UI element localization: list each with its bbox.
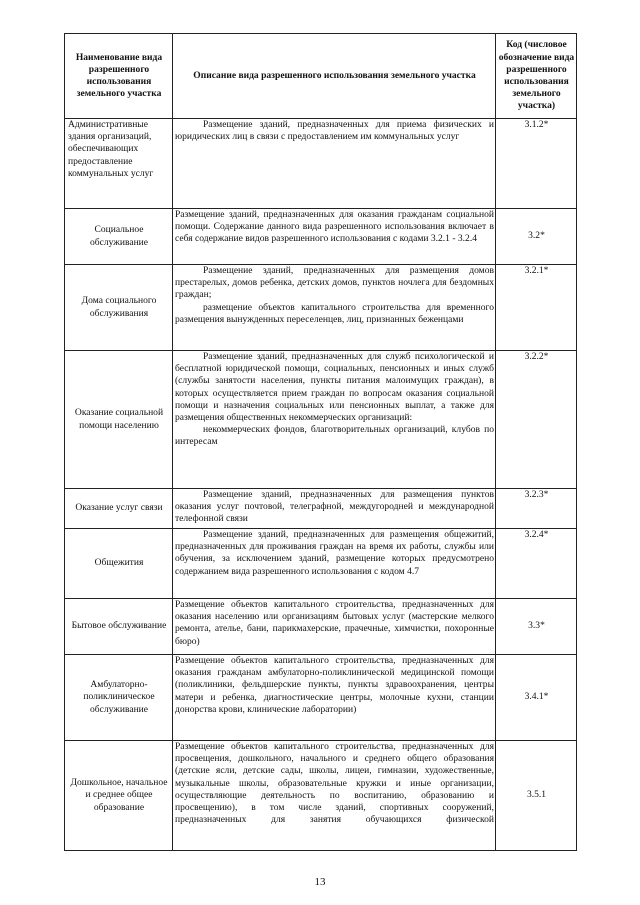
table-row: [65, 209, 577, 265]
description-paragraph: Размещение зданий, предназначенных для приема физических и юридических лиц в связи с предоставлением им коммунальных услуг: [175, 119, 494, 143]
table-row: [65, 265, 577, 351]
description-paragraph: Размещение зданий, предназначенных для служб психологической и бесплатной юридической помощи, социальных, пенсионных и иных служб (службы занятости населения, пункты питания малоимущих граждан), в которых осуществляется прием граждан по вопросам оказания социальной помощи и назначения социальных или пенсионных выплат, а также для размещения общественных некоммерческих организаций:: [175, 351, 494, 424]
description-paragraph: Размещение объектов капитального строительства, предназначенных для просвещения, дошкольного, начального и среднего общего образования (детские ясли, детские сады, школы, лицеи, гимназии, художественные, музыкальные школы, образовательные кружки и иные организации, осуществляющие деятельность по воспитанию, образованию и просвещению), в том числе зданий, спортивных сооружений, предназначенных для занятия обучающихся физической: [175, 741, 494, 826]
description-paragraph: Размещение зданий, предназначенных для размещения пунктов оказания услуг почтовой, телеграфной, междугородней и международной телефонной связи: [175, 489, 494, 525]
row-name: Дома социального обслуживания: [65, 265, 173, 351]
description-paragraph: Размещение зданий, предназначенных для размещения домов престарелых, домов ребенка, детских домов, пунктов ночлега для бездомных граждан;: [175, 265, 494, 301]
row-description: [173, 489, 496, 529]
table-row: [65, 351, 577, 489]
row-code: 3.2.1*: [496, 265, 577, 351]
row-code: 3.2.2*: [496, 351, 577, 489]
row-description: [173, 529, 496, 599]
table-row: [65, 119, 577, 209]
description-paragraph: Размещение объектов капитального строительства, предназначенных для оказания гражданам амбулаторно-поликлинической медицинской помощи (поликлиники, фельдшерские пункты, пункты здравоохранения, центры матери и ребенка, диагностические центры, молочные кухни, станции донорства крови, клинические лаборатории): [175, 655, 494, 715]
row-name: Оказание услуг связи: [65, 489, 173, 529]
row-description: [173, 599, 496, 655]
description-paragraph: Размещение зданий, предназначенных для оказания гражданам социальной помощи. Содержание данного вида разрешенного использования включает в себя содержание видов разрешенного использования с кодами 3.2.1 - 3.2.4: [175, 209, 494, 245]
header-code: Код (числовое обозначение вида разрешенного использования земельного участка): [496, 34, 577, 119]
table-row: [65, 741, 577, 851]
row-code: 3.2.4*: [496, 529, 577, 599]
row-description: [173, 741, 496, 851]
land-use-table: [64, 33, 577, 851]
row-name: Амбулаторно-поликлиническое обслуживание: [65, 655, 173, 741]
table-row: [65, 489, 577, 529]
table-row: [65, 655, 577, 741]
header-name: Наименование вида разрешенного использования земельного участка: [65, 34, 173, 119]
row-code: 3.1.2*: [496, 119, 577, 209]
row-name: Бытовое обслуживание: [65, 599, 173, 655]
description-paragraph: Размещение объектов капитального строительства, предназначенных для оказания населению или организациям бытовых услуг (мастерские мелкого ремонта, ателье, бани, парикмахерские, прачечные, химчистки, похоронные бюро): [175, 599, 494, 647]
row-code: 3.3*: [496, 599, 577, 655]
row-name: Дошкольное, начальное и среднее общее образование: [65, 741, 173, 851]
description-paragraph: некоммерческих фондов, благотворительных организаций, клубов по интересам: [175, 424, 494, 448]
row-description: [173, 209, 496, 265]
page-number: 13: [314, 876, 326, 888]
header-description: Описание вида разрешенного использования земельного участка: [173, 34, 496, 119]
table-header-row: [65, 34, 577, 119]
row-code: 3.2*: [496, 209, 577, 265]
description-paragraph: Размещение зданий, предназначенных для размещения общежитий, предназначенных для проживания граждан на время их работы, службы или обучения, за исключением зданий, размещение которых предусмотрено содержанием вида разрешенного использования с кодом 4.7: [175, 529, 494, 577]
row-description: [173, 655, 496, 741]
table-row: [65, 529, 577, 599]
row-description: [173, 265, 496, 351]
row-code: 3.5.1: [496, 741, 577, 851]
row-description: [173, 119, 496, 209]
row-name: Общежития: [65, 529, 173, 599]
row-name: Административные здания организаций, обеспечивающих предоставление коммунальных услуг: [65, 119, 173, 209]
table-row: [65, 599, 577, 655]
row-description: [173, 351, 496, 489]
row-code: 3.2.3*: [496, 489, 577, 529]
row-code: 3.4.1*: [496, 655, 577, 741]
row-name: Оказание социальной помощи населению: [65, 351, 173, 489]
description-paragraph: размещение объектов капитального строительства для временного размещения вынужденных переселенцев, лиц, признанных беженцами: [175, 301, 494, 325]
row-name: Социальное обслуживание: [65, 209, 173, 265]
